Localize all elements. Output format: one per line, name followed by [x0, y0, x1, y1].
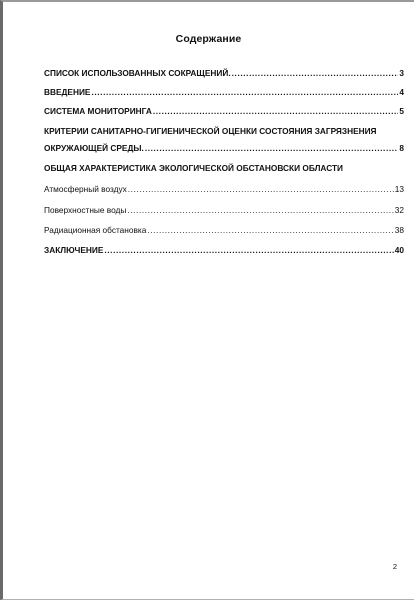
- page-title: Содержание: [175, 33, 242, 45]
- toc-entry-page: 38: [394, 225, 404, 235]
- toc-entry-page: 5: [399, 106, 404, 116]
- toc-entry-introduction: [44, 87, 404, 98]
- toc-entry-monitoring-system: [44, 106, 404, 117]
- page-number: 2: [392, 562, 397, 571]
- toc-entry-conclusion: [44, 245, 404, 256]
- toc-entry-label: ЗАКЛЮЧЕНИЕ: [44, 245, 104, 255]
- toc-entry-page: 8: [399, 143, 404, 153]
- toc-entry-criteria-line2: [44, 143, 404, 154]
- toc-entry-label: СИСТЕМА МОНИТОРИНГА: [44, 106, 152, 116]
- toc-entry-label: ОБЩАЯ ХАРАКТЕРИСТИКА ЭКОЛОГИЧЕСКОЙ ОБСТАНОВСКИ ОБЛАСТИ: [44, 163, 344, 173]
- toc-entry-label: Атмосферный воздух: [44, 184, 127, 194]
- toc-leader-dots: [91, 87, 398, 98]
- toc-entry-ecological-situation: [44, 163, 404, 174]
- toc-leader-dots: [128, 184, 394, 195]
- toc-entry-page: 4: [399, 87, 404, 97]
- toc-entry-criteria-line1: [44, 126, 404, 137]
- toc-entry-label: КРИТЕРИИ САНИТАРНО-ГИГИЕНИЧЕСКОЙ ОЦЕНКИ СОСТОЯНИЯ ЗАГРЯЗНЕНИЯ: [44, 126, 377, 136]
- toc-entry-label: ВВЕДЕНИЕ: [44, 87, 91, 97]
- toc-entry-label: Поверхностные воды: [44, 205, 127, 215]
- toc-entry-page: 40: [394, 245, 404, 255]
- toc-entry-page: 32: [394, 205, 404, 215]
- toc-leader-dots: [127, 205, 393, 216]
- toc-entry-abbreviations: [44, 68, 404, 79]
- toc-leader-dots: [147, 225, 393, 236]
- toc-entry-radiation-situation: [44, 225, 404, 236]
- toc-entry-atmospheric-air: [44, 184, 404, 195]
- toc-entry-surface-waters: [44, 205, 404, 216]
- toc-leader-dots: [104, 245, 393, 256]
- toc-leader-dots: [232, 68, 399, 79]
- toc-leader-dots: [153, 106, 399, 117]
- toc-leader-dots: [145, 143, 399, 154]
- toc-entry-label: СПИСОК ИСПОЛЬЗОВАННЫХ СОКРАЩЕНИЙ.: [44, 68, 231, 78]
- toc-entry-label: ОКРУЖАЮЩЕЙ СРЕДЫ.: [44, 143, 144, 153]
- toc-entry-page: 3: [399, 68, 404, 78]
- toc-entry-label: Радиационная обстановка: [44, 225, 147, 235]
- toc-entry-page: 13: [394, 184, 404, 194]
